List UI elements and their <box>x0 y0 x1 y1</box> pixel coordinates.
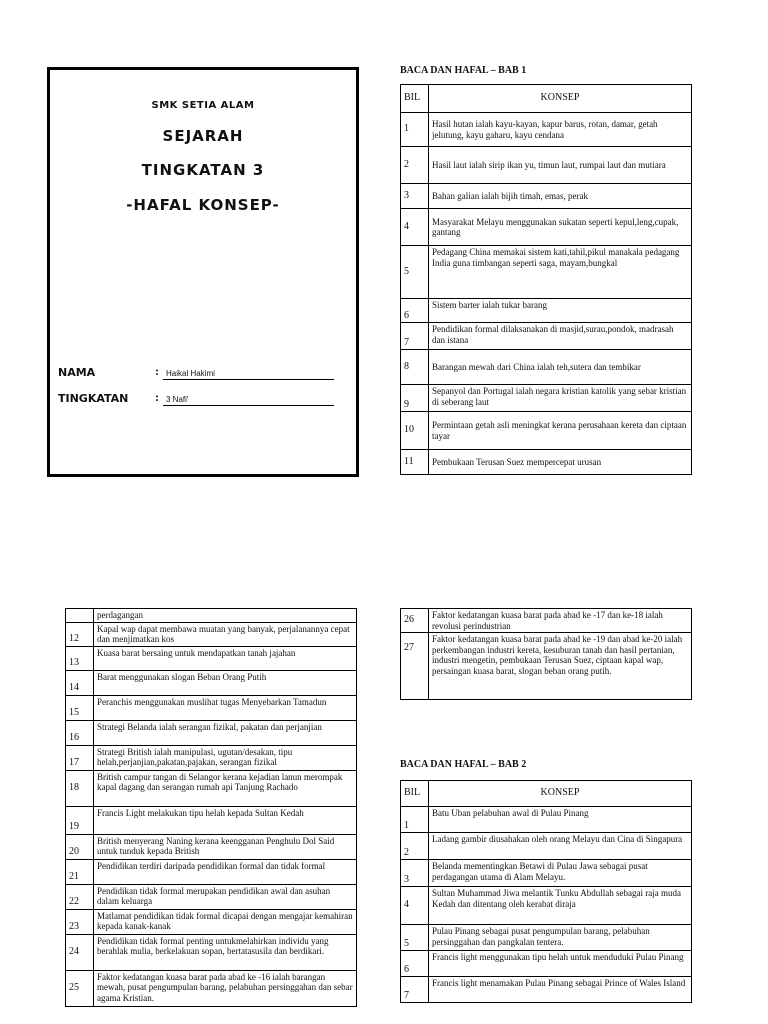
row-text: Faktor kedatangan kuasa barat pada abad ke -19 dan abad ke-20 ialah perkembangan industri kereta, kesuburan tanah dan hasil pertanian, industri mengetin, pembukaan Terusan Suez, ciptaan kapal wap, persaingan kuasa barat, slogan beban orang putih. <box>429 633 692 700</box>
row-number: 2 <box>401 147 429 184</box>
table-row <box>401 350 692 385</box>
school-name: SMK SETIA ALAM <box>151 100 255 111</box>
row-number: 6 <box>401 951 429 977</box>
row-text: Bahan galian ialah bijih timah, emas, perak <box>429 184 692 209</box>
bab2-heading: BACA DAN HAFAL – BAB 2 <box>400 759 527 770</box>
row-text: Sultan Muhammad Jiwa melantik Tunku Abdullah sebagai raja muda Kedah dan ditentang oleh kerabat diraja <box>429 887 692 925</box>
table-row <box>401 113 692 147</box>
row-text: Pendidikan tidak formal merupakan pendidikan awal dan asuhan dalam keluarga <box>94 884 357 909</box>
row-number: 7 <box>401 977 429 1003</box>
row-number: 26 <box>401 609 429 633</box>
table-row <box>66 970 357 1006</box>
row-text: Hasil hutan ialah kayu-kayan, kapur barus, rotan, damar, getah jelutung, kayu gaharu, kayu cendana <box>429 113 692 147</box>
row-text: Belanda mementingkan Betawi di Pulau Jawa sebagai pusat perdagangan utama di Alam Melayu. <box>429 860 692 887</box>
row-text: Pendidikan tidak formal penting untukmelahirkan individu yang berahlak mulia, berkelakuan sopan, bertatasusila dan berdikari. <box>94 934 357 970</box>
table-row <box>66 609 357 623</box>
name-value: Haikal Hakimi <box>163 369 334 380</box>
row-number: 4 <box>401 209 429 246</box>
name-colon: : <box>155 364 159 378</box>
row-number: 1 <box>401 113 429 147</box>
table-row <box>401 807 692 833</box>
row-text: Ladang gambir diusahakan oleh orang Melayu dan Cina di Singapura <box>429 833 692 860</box>
table-row <box>401 246 692 299</box>
row-number: 10 <box>401 412 429 450</box>
row-number: 8 <box>401 350 429 385</box>
row-number: 5 <box>401 925 429 951</box>
row-number: 2 <box>401 833 429 860</box>
table-row <box>66 884 357 909</box>
row-number: 18 <box>66 770 94 806</box>
col-bil: BIL <box>401 85 429 113</box>
table-row <box>401 412 692 450</box>
table-row <box>401 609 692 633</box>
table-row <box>66 806 357 834</box>
col-konsep: KONSEP <box>429 781 692 807</box>
row-text: Barangan mewah dari China ialah teh,sutera dan tembikar <box>429 350 692 385</box>
row-number: 23 <box>66 909 94 934</box>
row-text: Kuasa barat bersaing untuk mendapatkan tanah jajahan <box>94 646 357 670</box>
row-number: 19 <box>66 806 94 834</box>
table-row <box>66 670 357 695</box>
table-row <box>401 299 692 323</box>
row-number: 24 <box>66 934 94 970</box>
table-row <box>401 633 692 700</box>
row-number: 5 <box>401 246 429 299</box>
row-text: Matlamat pendidikan tidak formal dicapai dengan mengajar kemahiran kepada kanak-kanak <box>94 909 357 934</box>
row-text: Pendidikan terdiri daripada pendidikan formal dan tidak formal <box>94 859 357 884</box>
table-row <box>66 695 357 720</box>
row-text: Masyarakat Melayu menggunakan sukatan seperti kepul,leng,cupak, gantang <box>429 209 692 246</box>
row-text: Batu Uban pelabuhan awal di Pulau Pinang <box>429 807 692 833</box>
table-header <box>401 85 692 113</box>
row-text: perdagangan <box>94 609 357 623</box>
row-number: 27 <box>401 633 429 700</box>
row-number: 13 <box>66 646 94 670</box>
table-row <box>401 977 692 1003</box>
row-text: Francis light menggunakan tipu helah untuk menduduki Pulau Pinang <box>429 951 692 977</box>
table-row <box>66 646 357 670</box>
class-colon: : <box>155 390 159 404</box>
row-number: 3 <box>401 184 429 209</box>
row-text: Pulau Pinang sebagai pusat pengumpulan barang, pelabuhan persinggahan dan pangkalan tentera. <box>429 925 692 951</box>
row-number: 21 <box>66 859 94 884</box>
table-row <box>401 385 692 412</box>
row-text: Sistem barter ialah tukar barang <box>429 299 692 323</box>
table-row <box>401 925 692 951</box>
table-row <box>66 745 357 770</box>
bab2-table <box>400 780 692 1003</box>
table-header <box>401 781 692 807</box>
row-text: Strategi British ialah manipulasi, ugutan/desakan, tipu helah,perjanjian,pakatan,pajakan, serangan fizikal <box>94 745 357 770</box>
row-number: 7 <box>401 323 429 350</box>
row-text: Faktor kedatangan kuasa barat pada abad ke -17 dan ke-18 ialah revolusi perindustrian <box>429 609 692 633</box>
table-row <box>401 147 692 184</box>
row-number: 17 <box>66 745 94 770</box>
row-number: 15 <box>66 695 94 720</box>
table-row <box>401 887 692 925</box>
class-value: 3 Nafi' <box>163 395 334 406</box>
row-text: Permintaan getah asli meningkat kerana perusahaan kereta dan ciptaan tayar <box>429 412 692 450</box>
col-bil: BIL <box>401 781 429 807</box>
row-number: 6 <box>401 299 429 323</box>
table-row <box>401 209 692 246</box>
row-text: Faktor kedatangan kuasa barat pada abad ke -16 ialah barangan mewah, pusat pengumpulan barang, pelabuhan persinggahan dan sebar agama Kristian. <box>94 970 357 1006</box>
bab1-table-continued <box>65 608 357 1007</box>
row-number: 25 <box>66 970 94 1006</box>
row-number: 9 <box>401 385 429 412</box>
row-text: British menyerang Naning kerana keengganan Penghulu Dol Said untuk tunduk kepada British <box>94 834 357 859</box>
form-level: TINGKATAN 3 <box>141 161 265 179</box>
row-text: Francis Light melakukan tipu helah kepada Sultan Kedah <box>94 806 357 834</box>
table-row <box>401 860 692 887</box>
table-row <box>401 450 692 475</box>
row-text: Francis light menamakan Pulau Pinang sebagai Prince of Wales Island <box>429 977 692 1003</box>
table-row <box>401 323 692 350</box>
row-text: Pembukaan Terusan Suez mempercepat urusan <box>429 450 692 475</box>
row-text: Hasil laut ialah sirip ikan yu, timun laut, rumpai laut dan mutiara <box>429 147 692 184</box>
table-row <box>66 934 357 970</box>
row-number: 3 <box>401 860 429 887</box>
col-konsep: KONSEP <box>429 85 692 113</box>
table-row <box>401 833 692 860</box>
table-row <box>66 834 357 859</box>
row-number: 11 <box>401 450 429 475</box>
table-row <box>66 770 357 806</box>
bab1-table-continued-2 <box>400 608 692 700</box>
bab1-heading: BACA DAN HAFAL – BAB 1 <box>400 65 527 76</box>
table-row <box>66 859 357 884</box>
row-text: Kapal wap dapat membawa muatan yang banyak, perjalanannya cepat dan menjimatkan kos <box>94 622 357 646</box>
row-text: Pedagang China memakai sistem kati,tahil,pikul manakala pedagang India guna timbangan seperti saga, mayam,bungkal <box>429 246 692 299</box>
bab1-table <box>400 84 692 475</box>
row-number: 14 <box>66 670 94 695</box>
row-number: 16 <box>66 720 94 745</box>
row-number: 20 <box>66 834 94 859</box>
row-text: Strategi Belanda ialah serangan fizikal, pakatan dan perjanjian <box>94 720 357 745</box>
subject-title: SEJARAH <box>162 127 244 145</box>
table-row <box>401 951 692 977</box>
class-label: TINGKATAN <box>58 392 129 405</box>
name-label: NAMA <box>58 366 96 379</box>
row-number: 4 <box>401 887 429 925</box>
table-row <box>66 909 357 934</box>
row-text: Sepanyol dan Portugal ialah negara kristian katolik yang sebar kristian di seberang laut <box>429 385 692 412</box>
row-number: 1 <box>401 807 429 833</box>
row-text: Pendidikan formal dilaksanakan di masjid,surau,pondok, madrasah dan istana <box>429 323 692 350</box>
row-text: British campur tangan di Selangor kerana kejadian lanun merompak kapal dagang dan serangan rumah api Tanjung Rachado <box>94 770 357 806</box>
table-row <box>66 720 357 745</box>
cover-box <box>47 67 359 477</box>
table-row <box>401 184 692 209</box>
row-text: Barat menggunakan slogan Beban Orang Putih <box>94 670 357 695</box>
row-text: Peranchis menggunakan muslihat tugas Menyebarkan Tamadun <box>94 695 357 720</box>
document-title: -HAFAL KONSEP- <box>126 196 280 214</box>
row-number: 12 <box>66 622 94 646</box>
row-number <box>66 609 94 623</box>
row-number: 22 <box>66 884 94 909</box>
table-row <box>66 622 357 646</box>
